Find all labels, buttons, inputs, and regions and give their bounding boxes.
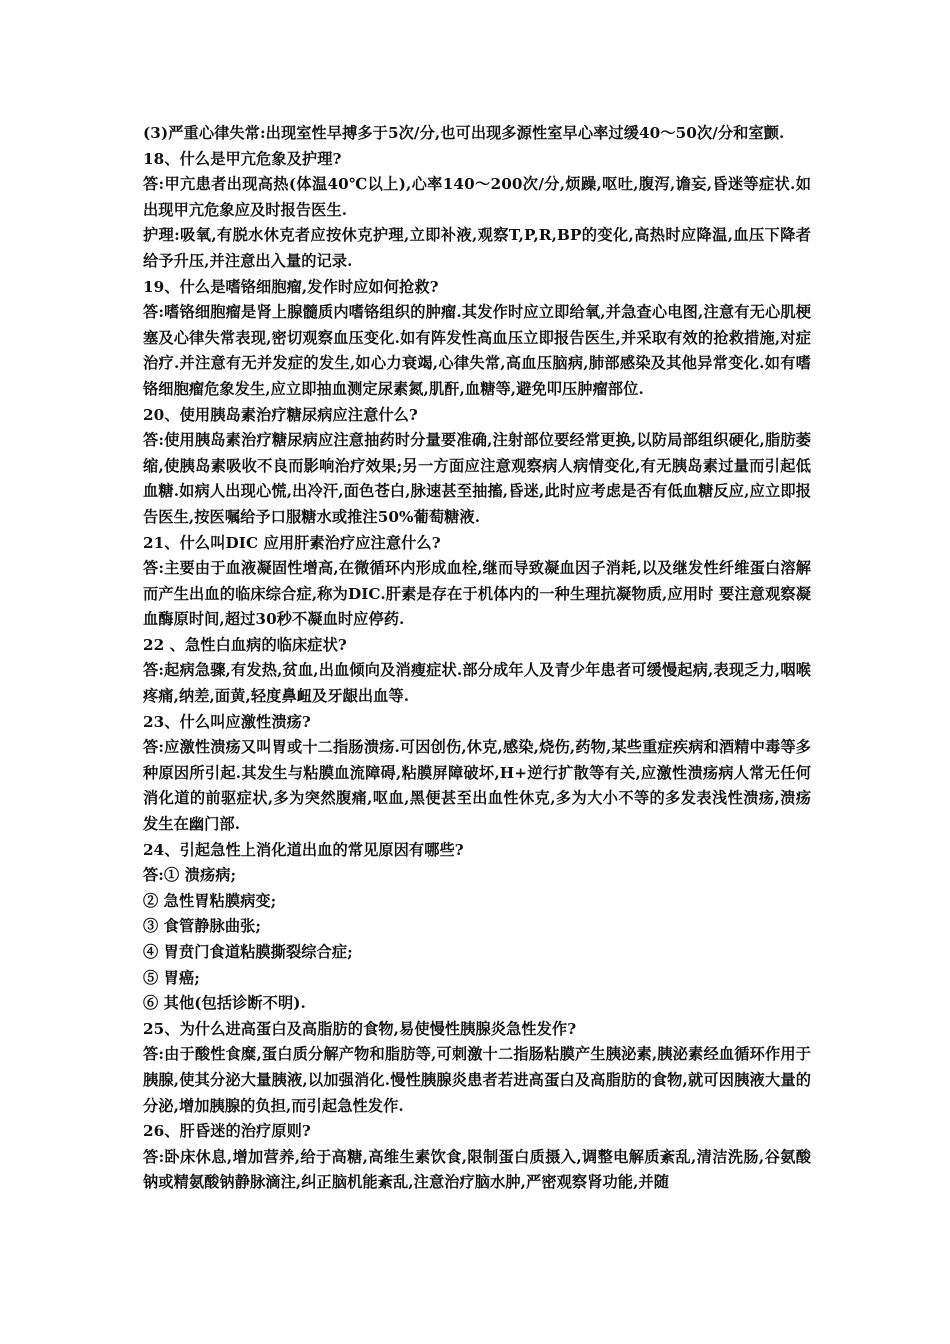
question-21: 21、什么叫DIC 应用肝素治疗应注意什么? xyxy=(143,533,441,552)
document-page xyxy=(143,121,811,1196)
answer-24-item-4: ④ 胃贲门食道粘膜撕裂综合症; xyxy=(143,943,353,961)
answer-21: 答:主要由于血液凝固性增高,在微循环内形成血栓,继而导致凝血因子消耗,以及继发性纤维蛋白溶解而产生出血的临床综合症,称为DIC.肝素是存在于机体内的一种生理抗凝物质,应用时 要注意观察凝血酶原时间,超过30秒不凝血时应停药. xyxy=(143,559,811,629)
answer-24-item-5: ⑤ 胃癌; xyxy=(143,968,200,987)
question-26: 26、肝昏迷的治疗原则? xyxy=(143,1122,311,1141)
answer-24-item-6: ⑥ 其他(包括诊断不明). xyxy=(143,994,306,1013)
answer-18: 答:甲亢患者出现高热(体温40℃以上),心率140～200次/分,烦躁,呕吐,腹泻,谵妄,昏迷等症状.如出现甲亢危象应及时报告医生. xyxy=(143,175,811,219)
question-23: 23、什么叫应激性溃疡? xyxy=(143,712,311,731)
question-20: 20、使用胰岛素治疗糖尿病应注意什么? xyxy=(143,405,418,424)
answer-22: 答:起病急骤,有发热,贫血,出血倾向及消瘦症状.部分成年人及青少年患者可缓慢起病,表现乏力,咽喉疼痛,纳差,面黄,轻度鼻衄及牙龈出血等. xyxy=(143,661,811,706)
question-19: 19、什么是嗜铬细胞瘤,发作时应如何抢救? xyxy=(143,277,439,296)
nursing-18: 护理:吸氧,有脱水休克者应按休克护理,立即补液,观察T,P,R,BP的变化,高热时应降温,血压下降者给予升压,并注意出入量的记录. xyxy=(143,226,811,270)
question-24: 24、引起急性上消化道出血的常见原因有哪些? xyxy=(143,840,464,859)
answer-26: 答:卧床休息,增加营养,给于高糖,高维生素饮食,限制蛋白质摄入,调整电解质紊乱,清洁洗肠,谷氨酸钠或精氨酸钠静脉滴注,纠正脑机能紊乱,注意治疗脑水肿,严密观察肾功能,并随 xyxy=(143,1147,811,1192)
question-22: 22 、急性白血病的临床症状? xyxy=(143,635,347,654)
question-25: 25、为什么进高蛋白及高脂肪的食物,易使慢性胰腺炎急性发作? xyxy=(143,1019,577,1038)
answer-19: 答:嗜铬细胞瘤是肾上腺髓质内嗜铬组织的肿瘤.其发作时应立即给氧,并急查心电图,注意有无心肌梗塞及心律失常表现,密切观察血压变化.如有阵发性高血压立即报告医生,并采取有效的抢救措施,对症治疗.并注意有无并发症的发生,如心力衰竭,心律失常,高血压脑病,肺部感染及其他异常变化.如有嗜铬细胞瘤危象发生,应立即抽血测定尿素氮,肌酐,血糖等,避免叩压肿瘤部位. xyxy=(143,303,811,398)
answer-24-item-3: ③ 食管静脉曲张; xyxy=(143,917,262,936)
question-18: 18、什么是甲亢危象及护理? xyxy=(143,149,342,168)
answer-25: 答:由于酸性食糜,蛋白质分解产物和脂肪等,可刺激十二指肠粘膜产生胰泌素,胰泌素经血循环作用于胰腺,使其分泌大量胰液,以加强消化.慢性胰腺炎患者若进高蛋白及高脂肪的食物,就可因胰液大量的分泌,增加胰腺的负担,而引起急性发作. xyxy=(143,1045,811,1115)
answer-23: 答:应激性溃疡又叫胃或十二指肠溃疡.可因创伤,休克,感染,烧伤,药物,某些重症疾病和酒精中毒等多种原因所引起.其发生与粘膜血流障碍,粘膜屏障破坏,H+逆行扩散等有关,应激性溃疡病人常无任何消化道的前驱症状,多为突然腹痛,呕血,黑便甚至出血性休克,多为大小不等的多发表浅性溃疡,溃疡发生在幽门部. xyxy=(143,738,811,834)
answer-24-item-2: ② 急性胃粘膜病变; xyxy=(143,891,277,910)
answer-20: 答:使用胰岛素治疗糖尿病应注意抽药时分量要准确,注射部位要经常更换,以防局部组织硬化,脂肪萎缩,使胰岛素吸收不良而影响治疗效果;另一方面应注意观察病人病情变化,有无胰岛素过量而引起低血糖.如病人出现心慌,出冷汗,面色苍白,脉速甚至抽搐,昏迷,此时应考虑是否有低血糖反应,应立即报告医生,按医嘱给予口服糖水或推注50%葡萄糖液. xyxy=(143,431,811,526)
answer-24-item-1: 答:① 溃疡病; xyxy=(143,866,237,885)
paragraph-arrhythmia: (3)严重心律失常:出现室性早搏多于5次/分,也可出现多源性室早心率过缓40～50次/分和室颤. xyxy=(143,124,785,142)
